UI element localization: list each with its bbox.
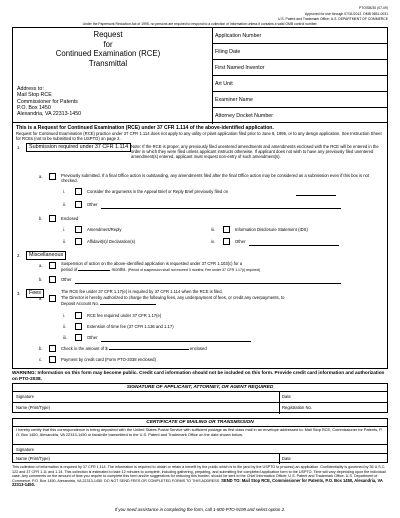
address-line-3: P.O. Box 1450 (17, 104, 51, 111)
suspension-checkbox[interactable] (49, 262, 56, 269)
section-1b-iii: iii. (211, 227, 215, 232)
certificate-text: I hereby certify that this correspondence is being deposited with the United States Postal Service with sufficient postage as first class mail in an envelope addressed to: Mail Stop RCE, Commissioner for Patents, P. O. Box 1450, Alexandria, VA 22313-1450 or facsimile transmitted to the U.S. Patent and Trademark Office on the date shown below. (16, 427, 383, 437)
address-label: Address to: (17, 86, 44, 92)
check-amount-line[interactable] (109, 349, 189, 350)
credit-card-text: Payment by credit card (Form PTO-2038 enclosed) (61, 357, 156, 362)
section-1-note: Note: If the RCE is proper, any previously filed unentered amendments and amendments enclosed with the RCE will be entered in the order in which they were filed unless applicant instructs otherwise. If applicant does not wish to have any previously filed unentered amendment(s) entered, applicant must request non-entry of such amendment(s). (131, 144, 379, 160)
section-3-other-checkbox[interactable] (75, 334, 82, 341)
certificate-signature-label: Signature (16, 447, 34, 452)
check-amount-row (61, 346, 207, 351)
deposit-account-checkbox[interactable] (49, 295, 56, 302)
amendment-reply-text: Amendment/Reply (87, 227, 122, 232)
pra-notice: Under the Paperwork Reduction Act of 1995, no persons are required to respond to a collection of information unless it contains a valid OMB control number. (82, 22, 318, 26)
address-line-4: Alexandria, VA 22313-1450 (17, 111, 82, 118)
section-1-label: Submission required under 37 CFR 1.114 (26, 143, 131, 152)
suspension-period-label: period of (61, 267, 78, 272)
suspension-text-1: Suspension of action on the above-identified application is requested under 37 CFR 1.103(c) for a (61, 261, 243, 266)
section-2-number: 2. (17, 253, 21, 258)
section-3a-iii: iii. (63, 335, 67, 340)
appeal-brief-checkbox[interactable] (75, 188, 82, 195)
application-number-label: Application Number (215, 32, 262, 39)
title-line-1: Request (93, 30, 123, 39)
section-1a-other-line[interactable] (101, 208, 341, 209)
deposit-account-number-label: Deposit Account No. (61, 301, 99, 306)
certificate-name-row (13, 454, 387, 464)
certificate-date-label: Date (282, 456, 291, 461)
deposit-account-number-line[interactable] (100, 304, 156, 305)
extension-fee-text: Extension of time fee (37 CFR 1.136 and 1.17) (87, 324, 174, 329)
deposit-account-text: The Director is hereby authorized to charge the following fees, any underpayment of fees, or credit any overpayments, to (61, 295, 285, 300)
first-named-inventor-label: First Named Inventor (215, 64, 265, 71)
filing-date-field[interactable] (213, 44, 388, 60)
intro-heading: This is a Request for Continued Examination (RCE) under 37 CFR 1.114 of the above-identified application. (16, 125, 274, 131)
section-3c-letter: c. (39, 357, 43, 362)
section-3b-letter: b. (39, 346, 43, 351)
section-3a-i: i. (63, 313, 66, 318)
affidavit-checkbox[interactable] (75, 238, 82, 245)
section-1b-letter: b. (39, 216, 43, 221)
section-1-number: 1. (17, 145, 21, 150)
check-amount-label: Check in the amount of $ (61, 346, 108, 351)
burden-text: This collection of information is required by 37 CFR 1.114. The information is required to obtain or retain a benefit by the public which is to file (and by the USPTO to process) an application. Confidentiality is governed by 35 U.S.C. 122 and 37 CFR 1.11 and 1.14. This collection is estimated to take 12 minutes to complete, including gathering, preparing, and submitting the completed application form to the USPTO. Time will vary depending upon the individual case. Any comments on the amount of time you require to complete this form and/or suggestions for reducing this burden, should be sent to the Chief Information Officer, U.S. Patent and Trademark Office, U.S. Department of Commerce, P.O. Box 1450, Alexandria, VA 22313-1450. DO NOT SEND FEES OR COMPLETED FORMS TO THIS ADDRESS. (12, 465, 386, 483)
section-1a-letter: a. (39, 174, 43, 179)
ids-checkbox[interactable] (223, 226, 230, 233)
form-title (13, 30, 203, 68)
header-block (12, 27, 388, 123)
name-field[interactable] (55, 403, 277, 414)
section-3-label: Fees (26, 289, 44, 298)
suspension-note: (Period of suspension shall not exceed 3 months; Fee under 37 CFR 1.17(i) required) (127, 268, 261, 272)
application-number-field[interactable] (213, 28, 388, 44)
section-1b-ii: ii. (63, 239, 67, 244)
section-2a-letter: a. (39, 263, 43, 268)
section-3-other-text: Other (87, 335, 98, 340)
main-body (12, 123, 388, 369)
section-2b-letter: b. (39, 277, 43, 282)
signature-label: Signature (16, 394, 34, 399)
appeal-brief-date-line[interactable] (296, 195, 336, 196)
affidavit-text: Affidavit(s)/ Declaration(s) (87, 239, 136, 244)
suspension-months-line[interactable] (78, 270, 110, 271)
section-1a-other-checkbox[interactable] (75, 201, 82, 208)
suspension-months-label: months. (111, 267, 127, 272)
amendment-reply-checkbox[interactable] (75, 226, 82, 233)
name-label: Name (Print/Type) (16, 405, 50, 410)
enclosed-checkbox[interactable] (49, 215, 56, 222)
attorney-docket-label: Attorney Docket Number (215, 113, 273, 119)
signature-heading: SIGNATURE OF APPLICANT, ATTORNEY, OR AGENT REQUIRED (13, 384, 387, 392)
section-3-other-line[interactable] (101, 341, 251, 342)
section-1b-iv: iv. (211, 239, 215, 244)
deposit-account-number-row (61, 301, 156, 306)
rce-fee-text: RCE fee required under 37 CFR 1.17(e) (87, 313, 162, 318)
section-3-number: 3. (17, 291, 21, 296)
signature-field[interactable] (55, 392, 277, 403)
certificate-signature-row (13, 444, 387, 454)
form-number: PTO/SB/30 (07-09) (359, 6, 388, 10)
section-2-label: Miscellaneous (26, 251, 66, 260)
burden-statement (12, 465, 388, 488)
section-2-other-checkbox[interactable] (49, 276, 56, 283)
rce-fee-checkbox[interactable] (75, 312, 82, 319)
title-line-4: Transmittal (88, 58, 128, 68)
rce-fee-intro: The RCE fee under 37 CFR 1.17(e) is required by 37 CFR 1.114 when the RCE is filed. (61, 289, 223, 294)
warning-text: WARNING: Information on this form may become public. Credit card information should not be included on this form. Provide credit card information and authorization on PTO-2038. (12, 370, 385, 381)
appeal-brief-text: Consider the arguments in the Appeal Brief or Reply Brief previously filed on (87, 189, 229, 194)
signature-date-label: Date (282, 394, 291, 399)
intro-text: Request for Continued Examination (RCE) practice under 37 CFR 1.114 does not apply to any utility or plant application filed prior to June 8, 1995, or to any design application. See Instruction Sheet for RCEs (not to be submitted to the USPTO) on page 2. (16, 131, 382, 142)
registration-label: Registration No. (282, 405, 313, 410)
signature-block (12, 383, 388, 413)
section-1a-ii: ii. (63, 202, 67, 207)
agency-line: U.S. Patent and Trademark Office; U.S. DEPARTMENT OF COMMERCE (278, 17, 388, 21)
ids-text: Information Disclosure Statement (IDS) (235, 227, 308, 232)
send-to-text: SEND TO: Mail Stop RCE, Commissioner for Patents, P.O. Box 1450, Alexandria, VA 22313-1450. (12, 477, 383, 488)
section-1a-i: i. (63, 189, 66, 194)
first-named-inventor-field[interactable] (213, 60, 388, 76)
previously-submitted-text: Previously submitted. If a final Office action is outstanding, any amendments filed after the final Office action may be considered as a submission even if this box is not checked. (61, 173, 370, 184)
check-enclosed-checkbox[interactable] (49, 345, 56, 352)
certificate-name-label: Name (Print/Type) (16, 456, 50, 461)
omb-approval: Approved for use through 07/31/2012. OMB 0651-0031 (305, 12, 388, 16)
enclosed-text: Enclosed (61, 216, 79, 221)
section-1b-other-text: Other (235, 239, 246, 244)
signature-row (13, 392, 387, 403)
examiner-name-field[interactable] (213, 92, 388, 108)
address-line-2: Commissioner for Patents (17, 98, 78, 105)
filing-date-label: Filing Date (215, 48, 241, 55)
suspension-line-2 (61, 267, 260, 273)
examiner-name-label: Examiner Name (215, 96, 253, 103)
certificate-divider (279, 454, 280, 464)
help-text: If you need assistance in completing the form, call 1-800-PTO-9199 and select option 2. (114, 507, 286, 512)
section-1b-i: i. (63, 227, 66, 232)
art-unit-field[interactable] (213, 76, 388, 92)
mailing-address (17, 86, 81, 117)
name-row (13, 403, 387, 414)
previously-submitted-checkbox[interactable] (49, 173, 56, 180)
section-1b-other-checkbox[interactable] (223, 238, 230, 245)
section-2-other-line[interactable] (75, 283, 341, 284)
section-3a-ii: ii. (63, 324, 67, 329)
section-3a-letter: a. (39, 296, 43, 301)
title-line-2: for (103, 39, 113, 49)
certificate-name-field[interactable] (55, 454, 277, 464)
credit-card-checkbox[interactable] (49, 356, 56, 363)
address-line-1: Mail Stop RCE (17, 92, 52, 99)
section-1b-other-line[interactable] (249, 245, 339, 246)
section-2-other-text: Other (61, 277, 72, 282)
title-line-3: Continued Examination (RCE) (55, 49, 161, 58)
extension-fee-checkbox[interactable] (75, 323, 82, 330)
art-unit-label: Art Unit (215, 80, 233, 87)
attorney-docket-field[interactable] (213, 108, 388, 124)
certificate-heading: CERTIFICATE OF MAILING OR TRANSMISSION (13, 419, 387, 427)
id-fields-table (212, 28, 388, 124)
section-1a-other-text: Other (87, 202, 98, 207)
certificate-block (12, 418, 388, 463)
check-enclosed-label: enclosed (189, 346, 207, 351)
